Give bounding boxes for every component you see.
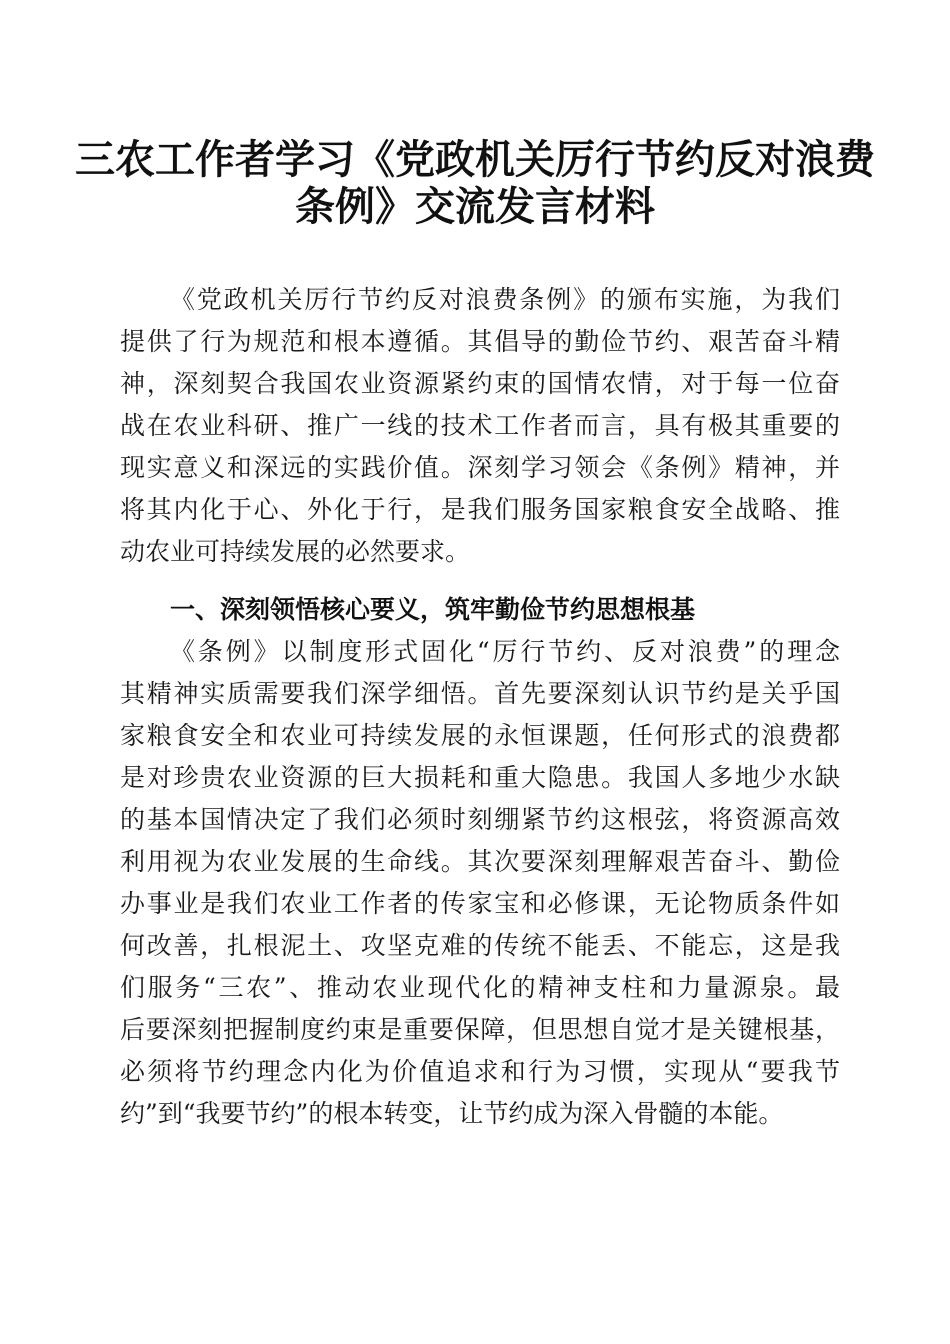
paragraph-line: 必须将节约理念内化为价值追求和行为习惯，实现从“要我节 (120, 1057, 840, 1086)
paragraph-line: 《党政机关厉行节约反对浪费条例》的颁布实施，为我们 (170, 285, 840, 314)
document-title-line-2: 条例》交流发言材料 (295, 183, 655, 230)
paragraph-line: 《条例》以制度形式固化“厉行节约、反对浪费”的理念 (170, 637, 840, 666)
paragraph-line: 家粮食安全和农业可持续发展的永恒课题，任何形式的浪费都 (120, 721, 840, 750)
paragraph-line: 将其内化于心、外化于行，是我们服务国家粮食安全战略、推 (120, 495, 840, 524)
section-heading-1: 一、深刻领悟核心要义，筑牢勤俭节约思想根基 (170, 595, 696, 624)
document-title-line-1: 三农工作者学习《党政机关厉行节约反对浪费 (75, 136, 875, 183)
paragraph-line: 约”到“我要节约”的根本转变，让节约成为深入骨髓的本能。 (120, 1099, 784, 1128)
paragraph-line: 神，深刻契合我国农业资源紧约束的国情农情，对于每一位奋 (120, 369, 840, 398)
paragraph-line: 战在农业科研、推广一线的技术工作者而言，具有极其重要的 (120, 411, 840, 440)
paragraph-line: 何改善，扎根泥土、攻坚克难的传统不能丢、不能忘，这是我 (120, 931, 840, 960)
paragraph-line: 现实意义和深远的实践价值。深刻学习领会《条例》精神，并 (120, 453, 840, 482)
paragraph-line: 后要深刻把握制度约束是重要保障，但思想自觉才是关键根基， (120, 1015, 840, 1044)
paragraph-line: 利用视为农业发展的生命线。其次要深刻理解艰苦奋斗、勤俭 (120, 847, 840, 876)
paragraph-line: 提供了行为规范和根本遵循。其倡导的勤俭节约、艰苦奋斗精 (120, 327, 840, 356)
paragraph-line: 办事业是我们农业工作者的传家宝和必修课，无论物质条件如 (120, 889, 840, 918)
paragraph-line: 动农业可持续发展的必然要求。 (120, 537, 471, 566)
paragraph-line: 其精神实质需要我们深学细悟。首先要深刻认识节约是关乎国 (120, 679, 840, 708)
paragraph-line: 们服务“三农”、推动农业现代化的精神支柱和力量源泉。最 (120, 973, 840, 1002)
paragraph-line: 的基本国情决定了我们必须时刻绷紧节约这根弦，将资源高效 (120, 805, 840, 834)
paragraph-line: 是对珍贵农业资源的巨大损耗和重大隐患。我国人多地少水缺 (120, 763, 840, 792)
